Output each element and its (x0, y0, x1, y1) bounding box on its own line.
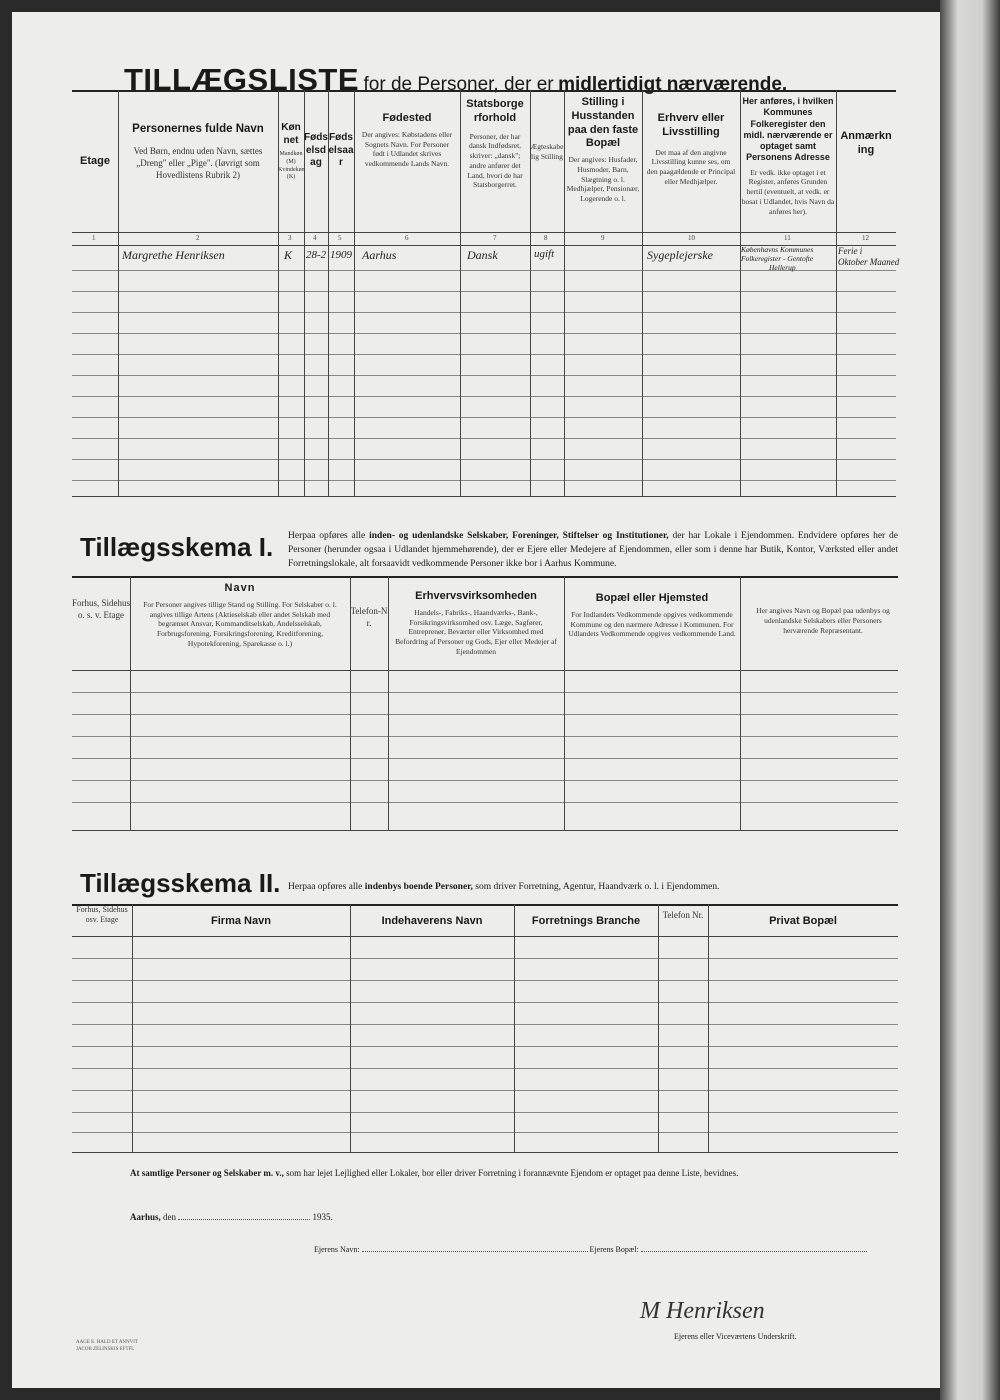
row-rule (72, 375, 896, 376)
row-rule (72, 780, 898, 781)
t1-num-4: 4 (313, 234, 317, 242)
schema1-title: Tillægsskema I. (80, 532, 274, 562)
t1-col-remark-cell (836, 130, 896, 158)
column-rule (514, 904, 515, 1152)
t1-col-name: Personernes fulde Navn (132, 123, 264, 135)
row-rule (72, 333, 896, 334)
schema2-bottom-rule (72, 1152, 898, 1153)
schema1-intro-a: Herpaa opføres alle (288, 531, 366, 541)
printer-mark (76, 1340, 138, 1353)
t1-col-birthplace-sub: Der angives: Købstadens eller Sognets Navn. For Personer født i Udlandet skrives vedkommende Lands Navn. (361, 129, 453, 168)
column-rule (708, 904, 709, 1152)
row-rule (72, 438, 896, 439)
t1-num-7: 7 (493, 234, 497, 242)
year-label: 1935. (312, 1212, 333, 1222)
t1-col-etage: Etage (80, 155, 110, 168)
row-rule (72, 714, 898, 715)
date-field (178, 1219, 310, 1220)
entry-register-line2: Folkeregister - Gentofte (741, 254, 814, 263)
schema1-header-rule (72, 670, 898, 671)
schema1-intro-c: der har Lokale i Ejendommen. (672, 531, 795, 541)
t1-num-1: 1 (92, 234, 96, 242)
t1-col-sex: Kønnet (281, 122, 301, 146)
column-rule (132, 904, 133, 1152)
row-rule (72, 1046, 898, 1047)
t1-num-10: 10 (688, 234, 695, 242)
row-rule (72, 1002, 898, 1003)
t1-col-etage-cell (72, 92, 118, 232)
entry-birthplace: Aarhus (362, 248, 397, 262)
row-rule (72, 736, 898, 737)
printer-mark-1: AAGE E. HALD ET ANNVIT (76, 1340, 138, 1345)
schema2-intro-b: indenbys boende Personer, (364, 882, 473, 892)
t1-num-6: 6 (405, 234, 409, 242)
s1-col-business: Erhvervsvirksomheden (415, 590, 537, 602)
schema2-intro-c: som driver Forretning, Agentur, Haandværk o. l. i Ejendommen. (475, 882, 720, 892)
row-rule (72, 1132, 898, 1133)
row-rule (72, 354, 896, 355)
row-rule (72, 1090, 898, 1091)
t1-num-5: 5 (338, 234, 342, 242)
census-form-page (12, 12, 940, 1388)
t1-col-register-cell (740, 96, 836, 216)
s2-col-branch: Forretnings Branche (531, 915, 641, 927)
t1-col-marital-cell (530, 142, 564, 162)
certification-text (130, 1168, 900, 1178)
s1-col-residence: Bopæl eller Hjemsted (595, 592, 709, 604)
column-rule (350, 904, 351, 1152)
s2-col-phone: Telefon Nr. (662, 910, 704, 920)
t1-col-bday: Fødselsdag (304, 132, 328, 168)
date-line (130, 1212, 333, 1222)
t1-col-remark: Anmærkning (840, 130, 892, 156)
entry-birthyear: 1909 (330, 249, 352, 261)
entry-remark (838, 246, 899, 268)
printer-mark-2: JACOB ZELINSKIS EFTFL (76, 1346, 135, 1352)
form-title (124, 62, 787, 98)
row-rule (72, 802, 898, 803)
schema2-title: Tillægsskema II. (80, 868, 281, 898)
form-title-main: TILLÆGSLISTE (124, 62, 360, 97)
schema1-intro (288, 530, 898, 571)
t1-num-12: 12 (862, 234, 869, 242)
t1-num-11: 11 (784, 234, 791, 242)
city-label: Aarhus, (130, 1212, 161, 1222)
entry-register-line3: Hellerup (769, 263, 796, 272)
table1-header-rule (72, 232, 896, 233)
row-rule (72, 958, 898, 959)
row-rule (72, 480, 896, 481)
column-rule (658, 904, 659, 1152)
certification-rest: som har lejet Lejlighed eller Lokaler, bor eller driver Forretning i forannævnte Ejendom er optaget paa denne Liste, bevidnes. (286, 1168, 739, 1178)
t1-col-household: Stilling i Husstanden paa den faste Bopæl (567, 96, 639, 150)
t1-num-9: 9 (601, 234, 605, 242)
row-rule (72, 459, 896, 460)
t1-num-3: 3 (288, 234, 292, 242)
t1-col-byear-cell (328, 132, 354, 170)
t1-col-register-sub: Er vedk. ikke optaget i et Register, anføres Grunden hertil (eventuelt, at vedk. er bosat i Udlandet, hvis Navn da anføres her). (741, 167, 835, 216)
row-rule (72, 1024, 898, 1025)
t1-col-citizen-cell (460, 98, 530, 190)
t1-col-birthplace-cell (354, 112, 460, 169)
s1-col-name: Navn (224, 582, 256, 594)
t1-col-name-cell (118, 122, 278, 181)
schema1-intro-b: inden- og udenlandske Selskaber, Foreninger, Stiftelser og Institutioner, (369, 531, 669, 541)
s2-col-floor: Forhus, Sidehus osv. Etage (76, 905, 128, 925)
t1-col-register: Her anføres, i hvilken Kommunes Folkeregister den midl. nærværende er optaget samt Personens Adresse (742, 96, 834, 163)
s1-col-floor: Forhus, Sidehus o. s. v. Etage (72, 598, 131, 620)
s1-col-residence-sub: For Indlandets Vedkommende opgives vedkommende Kommune og den nærmere Adresse i Kommunen. For Udlandets Vedkommende opgives vedkommende Land. (568, 609, 736, 639)
t1-col-birthplace: Fødested (382, 112, 432, 124)
t1-col-sex-sub: Mandkøn (M) Kvindekøn (K) (278, 151, 305, 181)
owner-name-line (314, 1245, 867, 1254)
t1-col-byear: Fødselsaar (328, 132, 354, 168)
entry-register (741, 245, 813, 272)
owner-address-field (641, 1251, 867, 1252)
entry-remark-line2: Oktober Maaned (838, 256, 900, 267)
row-rule (72, 692, 898, 693)
t1-col-household-cell (564, 96, 642, 204)
schema1-intro-2: Endvidere opføres her de Personer (herunder ogsaa i Udlandet hjemmehørende), der er Ejere eller Medejere af Ejendommen, eller som i denne har Butik, Kontor, Værksted eller andet Forretningslokale, alt forsaavidt vedkommende Personer ikke bor i Aarhus Kommune. (288, 531, 899, 569)
t1-col-citizen-sub: Personer, der har dansk Indfødsret, skriver: „dansk"; andre anfører det Land, hvori de har Statsborgerret. (467, 131, 523, 190)
schema2-top-rule (72, 904, 898, 906)
schema1-top-rule (72, 576, 898, 578)
entry-name: Margrethe Henriksen (122, 248, 225, 262)
table1-top-rule (72, 90, 896, 92)
form-title-bold: midlertidigt nærværende. (558, 74, 788, 95)
t1-num-8: 8 (544, 234, 548, 242)
schema2-header-rule (72, 936, 898, 937)
schema2-intro-a: Herpaa opføres alle (288, 882, 363, 892)
signature-label: Ejerens eller Viceværtens Underskrift. (674, 1332, 797, 1341)
t1-col-sex-cell (278, 122, 304, 182)
table1-bottom-rule (72, 496, 896, 497)
t1-col-occupation-cell (642, 112, 740, 187)
s2-col-address: Privat Bopæl (769, 915, 837, 927)
t1-col-occupation: Erhverv eller Livsstilling (657, 112, 725, 138)
t1-col-bday-cell (304, 132, 328, 170)
row-rule (72, 312, 896, 313)
entry-occupation: Sygeplejerske (647, 248, 713, 262)
row-rule (72, 980, 898, 981)
t1-col-citizen: Statsborgerforhold (466, 98, 524, 124)
row-rule (72, 291, 896, 292)
s1-col-rep: Her angives Navn og Bopæl paa udenbys og udenlandske Selskabers eller Personers herværende Repræsentant. (756, 606, 890, 635)
s1-col-name-sub: For Personer angives tillige Stand og Stilling. For Selskaber o. l. angives tillige Artens (Aktieselskab eller andet Selskab med begrænset Ansvar, Kommanditselskab, Andelsselskab, Forbrugsforening, Forsikringsforening, Kreditforening, Hypotekforening, Sparekasse o. l.) (143, 599, 337, 648)
t1-col-marital: Ægteskabelig Stilling (530, 142, 564, 161)
book-spine (940, 0, 1000, 1400)
date-label: den (163, 1212, 177, 1222)
schema2-intro (288, 881, 908, 895)
entry-citizenship: Dansk (467, 248, 498, 262)
t1-col-occupation-sub: Det maa af den angivne Livsstilling kunne ses, om den paagældende er Principal eller Medhjælper. (646, 147, 736, 186)
s2-col-owner: Indehaverens Navn (381, 915, 483, 927)
owner-name-label: Ejerens Navn: (314, 1245, 360, 1254)
s1-col-business-sub: Handels-, Fabriks-, Haandværks-, Bank-, Forsikringsvirksomhed osv. Læge, Sagfører, Entreprenør, Beværter eller Virksomhed med Befordring af Personer og Gods, Ejer eller Medejer af Ejendommen (395, 607, 557, 656)
s1-col-residence-cell (564, 592, 740, 639)
row-rule (72, 417, 896, 418)
entry-birthday: 28-2 (306, 249, 327, 261)
t1-col-household-sub: Der angives: Husfader, Husmoder, Barn, Slægtning o. l. Medhjælper, Pensionær, Logerende o. l. (566, 155, 640, 203)
owner-signature: M Henriksen (640, 1298, 765, 1324)
column-rule (740, 576, 741, 830)
s1-col-business-cell (388, 590, 564, 657)
row-rule (72, 396, 896, 397)
s1-col-phone: Telefon-Nr. (350, 606, 388, 628)
s2-col-firm: Firma Navn (211, 915, 271, 927)
row-rule (72, 1068, 898, 1069)
entry-remark-line1: Ferie i (838, 246, 863, 256)
entry-marital: ugift (534, 248, 555, 260)
form-title-rest: for de Personer, der er (363, 74, 554, 95)
owner-address-label: Ejerens Bopæl: (589, 1245, 639, 1254)
s1-col-name-cell (130, 582, 350, 649)
t1-num-2: 2 (196, 234, 200, 242)
owner-name-field (362, 1251, 588, 1252)
entry-sex: K (284, 248, 293, 262)
schema1-bottom-rule (72, 830, 898, 831)
entry-register-line1: Københavns Kommunes (741, 245, 814, 254)
row-rule (72, 758, 898, 759)
certification-bold: At samtlige Personer og Selskaber m. v., (130, 1168, 284, 1178)
t1-col-name-sub: Ved Børn, endnu uden Navn, sættes „Dreng" eller „Pige". (Iøvrigt som Hovedlistens Rubrik 2) (133, 146, 263, 180)
row-rule (72, 1112, 898, 1113)
